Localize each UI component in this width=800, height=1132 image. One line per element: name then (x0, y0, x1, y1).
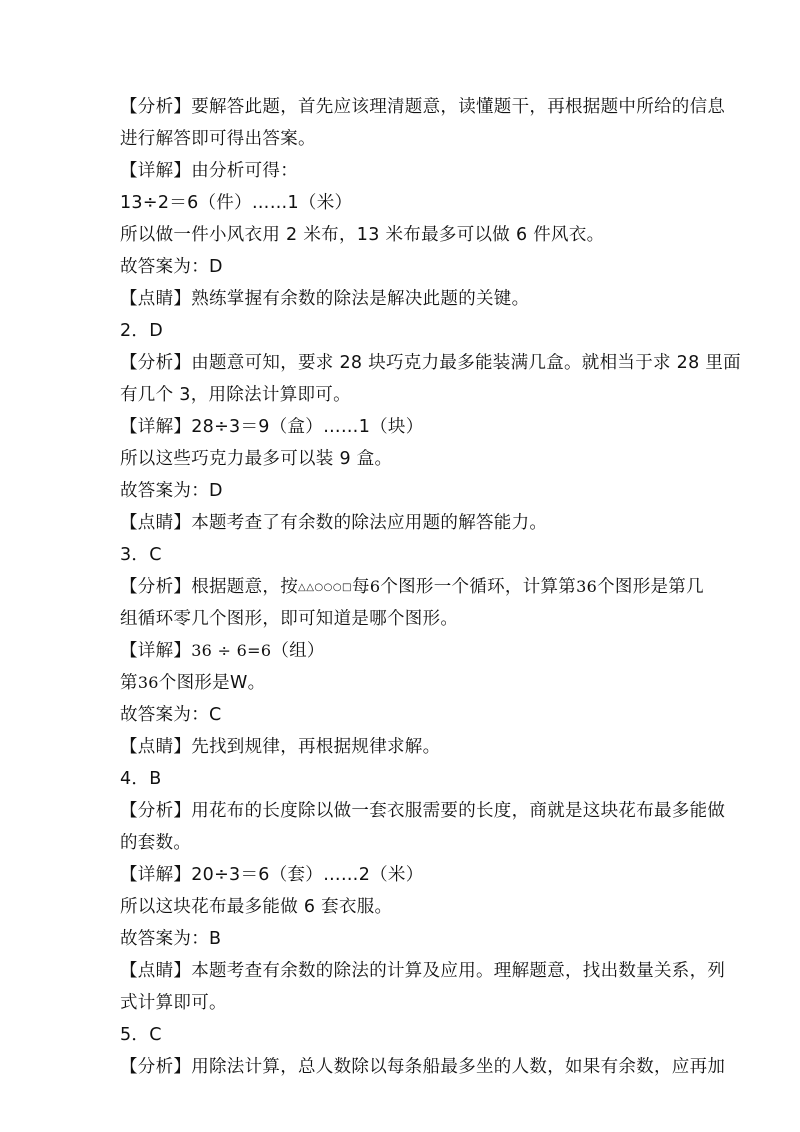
text-segment: 【分析】根据题意，按 (120, 577, 298, 597)
text-segment: 【详解】 (120, 641, 192, 661)
text-line: 【详解】28÷3＝9（盒）……1（块） (120, 417, 424, 437)
text-line: 进行解答即可得出答案。 (120, 129, 316, 149)
question-number: 2．D (120, 321, 164, 341)
number: 36 (137, 673, 159, 692)
text-line: 【分析】由题意可知，要求 28 块巧克力最多能装满几盒。就相当于求 28 里面 (120, 353, 741, 373)
text-line: 式计算即可。 (120, 993, 227, 1013)
text-line: 【点睛】熟练掌握有余数的除法是解决此题的关键。 (120, 289, 530, 309)
text-line: 【详解】由分析可得： (120, 161, 298, 181)
text-line: 【分析】要解答此题，首先应该理清题意，读懂题干，再根据题中所给的信息 (120, 97, 726, 117)
text-line: 【详解】20÷3＝6（套）……2（米） (120, 865, 424, 885)
text-line (120, 640, 325, 662)
expression: 36 ÷ 6=6 (191, 641, 272, 660)
text-segment: 每 (352, 577, 370, 597)
text-segment: （组） (271, 641, 325, 661)
text-line: 组循环零几个图形，即可知道是哪个图形。 (120, 609, 459, 629)
text-line: 所以这些巧克力最多可以装 9 盒。 (120, 449, 393, 469)
text-line: 故答案为：D (120, 481, 223, 501)
text-line: 故答案为：B (120, 929, 222, 949)
text-line: 13÷2＝6（件）……1（米） (120, 193, 353, 213)
number: 6 (369, 577, 381, 596)
shape-sequence: △△○○○□ (298, 582, 353, 593)
text-line: 所以做一件小风衣用 2 米布，13 米布最多可以做 6 件风衣。 (120, 225, 605, 245)
number: 36 (576, 577, 598, 596)
text-line: 【点睛】先找到规律，再根据规律求解。 (120, 737, 441, 757)
text-segment: 个图形是第几 (597, 577, 704, 597)
question-number: 3．C (120, 545, 162, 565)
text-line: 故答案为：D (120, 257, 223, 277)
text-line (120, 576, 704, 599)
text-line: 所以这块花布最多能做 6 套衣服。 (120, 897, 393, 917)
text-line (120, 672, 265, 694)
text-line: 【分析】用花布的长度除以做一套衣服需要的长度，商就是这块花布最多能做 (120, 801, 726, 821)
text-line: 有几个 3，用除法计算即可。 (120, 385, 351, 405)
text-line: 的套数。 (120, 833, 192, 853)
text-segment: 第 (120, 673, 138, 693)
text-line: 故答案为：C (120, 705, 222, 725)
text-line: 【点睛】本题考查有余数的除法的计算及应用。理解题意，找出数量关系，列 (120, 961, 726, 981)
text-line: 【分析】用除法计算，总人数除以每条船最多坐的人数，如果有余数，应再加 (120, 1057, 726, 1077)
text-segment: 个图形一个循环，计算第 (380, 577, 577, 597)
question-number: 4．B (120, 769, 162, 789)
text-segment: 个图形是W。 (158, 673, 266, 693)
question-number: 5．C (120, 1025, 162, 1045)
text-line: 【点睛】本题考查了有余数的除法应用题的解答能力。 (120, 513, 548, 533)
